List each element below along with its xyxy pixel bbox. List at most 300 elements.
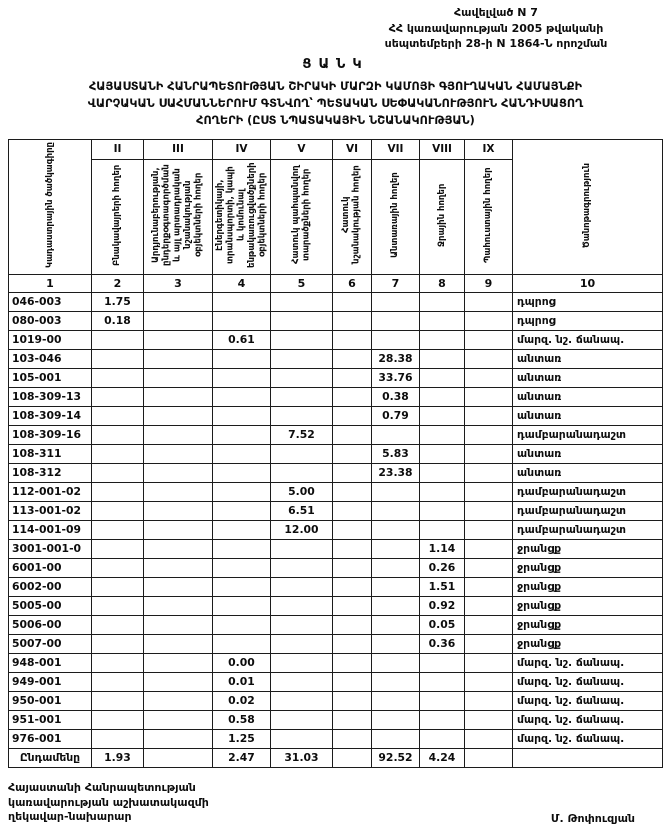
value-cell: [271, 729, 333, 748]
value-cell: [333, 292, 372, 311]
value-cell: [213, 501, 271, 520]
col-header-code-cell: [9, 139, 92, 274]
code-cell: 108-309-14: [9, 406, 92, 425]
decree-line-2: սեպտեմբերի 28-ի N 1864-Ն որոշման: [384, 36, 608, 50]
value-cell: [144, 368, 213, 387]
appendix-title: Հավելված N 7: [454, 6, 538, 19]
col-header-category-9: Պահուստային հողեր: [483, 166, 494, 263]
value-cell: [144, 615, 213, 634]
value-cell: [271, 368, 333, 387]
value-cell: [465, 653, 513, 672]
value-cell: 0.00: [213, 653, 271, 672]
value-cell: 0.18: [92, 311, 144, 330]
col-header-category-6: Հատուկ նշանակության հողեր: [341, 165, 362, 265]
value-cell: [92, 330, 144, 349]
value-cell: 0.92: [420, 596, 465, 615]
value-cell: [92, 577, 144, 596]
value-cell: [333, 615, 372, 634]
value-cell: 5.83: [372, 444, 420, 463]
value-cell: [144, 653, 213, 672]
value-cell: 0.38: [372, 387, 420, 406]
value-cell: [420, 444, 465, 463]
value-cell: [465, 691, 513, 710]
value-cell: [420, 387, 465, 406]
land-table: [8, 139, 663, 768]
signatory-line-3: ղեկավար-նախարար: [8, 810, 132, 824]
value-cell: [420, 463, 465, 482]
subtitle-line-2: ՎԱՐՉԱԿԱՆ ՍԱՀՄԱՆՆԵՐՈՒՄ ԳՏՆՎՈՂ՝ ՊԵՏԱԿԱՆ ՍԵՓԱԿԱՆՈՒԹՅՈՒՆ ՀԱՆԴԻՍԱՑՈՂ: [87, 96, 584, 110]
note-cell: դամբարանադաշտ: [513, 520, 663, 539]
value-cell: [333, 520, 372, 539]
col-header-category-cell: [465, 159, 513, 274]
column-number-cell: 10: [513, 274, 663, 292]
table-row: [9, 406, 663, 425]
header-roman-row: [9, 139, 663, 159]
value-cell: [372, 634, 420, 653]
value-cell: [144, 501, 213, 520]
value-cell: [333, 653, 372, 672]
value-cell: [92, 501, 144, 520]
code-cell: 112-001-02: [9, 482, 92, 501]
value-cell: [213, 349, 271, 368]
value-cell: 0.01: [213, 672, 271, 691]
value-cell: [213, 387, 271, 406]
col-header-category-cell: [92, 159, 144, 274]
value-cell: 0.58: [213, 710, 271, 729]
value-cell: [372, 330, 420, 349]
table-row: [9, 672, 663, 691]
value-cell: [92, 596, 144, 615]
value-cell: 92.52: [372, 748, 420, 767]
code-cell: 108-311: [9, 444, 92, 463]
note-cell: դպրոց: [513, 292, 663, 311]
value-cell: [213, 463, 271, 482]
code-cell: 108-312: [9, 463, 92, 482]
col-header-note-cell: [513, 139, 663, 274]
note-cell: ջրանցք: [513, 596, 663, 615]
table-row: [9, 520, 663, 539]
code-cell: 1019-00: [9, 330, 92, 349]
value-cell: [333, 349, 372, 368]
value-cell: [372, 292, 420, 311]
value-cell: 1.75: [92, 292, 144, 311]
code-cell: 948-001: [9, 653, 92, 672]
table-row: [9, 596, 663, 615]
value-cell: [465, 349, 513, 368]
value-cell: [372, 710, 420, 729]
value-cell: [213, 596, 271, 615]
value-cell: [372, 311, 420, 330]
value-cell: [213, 482, 271, 501]
table-row: [9, 729, 663, 748]
value-cell: [144, 406, 213, 425]
value-cell: [333, 634, 372, 653]
roman-numeral-vi: VI: [333, 139, 372, 159]
value-cell: 1.93: [92, 748, 144, 767]
value-cell: [92, 615, 144, 634]
note-cell: անտառ: [513, 444, 663, 463]
appendix-block: [351, 6, 641, 51]
value-cell: [144, 330, 213, 349]
value-cell: [465, 444, 513, 463]
value-cell: [92, 425, 144, 444]
value-cell: [420, 501, 465, 520]
column-number-cell: 2: [92, 274, 144, 292]
col-header-category-cell: [144, 159, 213, 274]
value-cell: 5.00: [271, 482, 333, 501]
value-cell: [372, 672, 420, 691]
table-row: [9, 292, 663, 311]
value-cell: 0.36: [420, 634, 465, 653]
value-cell: [92, 539, 144, 558]
value-cell: 1.51: [420, 577, 465, 596]
value-cell: [144, 482, 213, 501]
table-row: [9, 311, 663, 330]
value-cell: [420, 520, 465, 539]
value-cell: 0.02: [213, 691, 271, 710]
roman-numeral-vii: VII: [372, 139, 420, 159]
value-cell: [465, 482, 513, 501]
total-label: Ընդամենը: [9, 748, 92, 767]
note-cell: ջրանցք: [513, 558, 663, 577]
code-cell: 103-046: [9, 349, 92, 368]
value-cell: [271, 311, 333, 330]
value-cell: [372, 653, 420, 672]
value-cell: [213, 539, 271, 558]
value-cell: [465, 330, 513, 349]
value-cell: [92, 349, 144, 368]
value-cell: 4.24: [420, 748, 465, 767]
code-cell: 951-001: [9, 710, 92, 729]
value-cell: [420, 292, 465, 311]
value-cell: [271, 710, 333, 729]
value-cell: [372, 596, 420, 615]
note-cell: մարզ. նշ. ճանապ.: [513, 653, 663, 672]
code-cell: 114-001-09: [9, 520, 92, 539]
value-cell: [213, 520, 271, 539]
code-cell: 3001-001-0: [9, 539, 92, 558]
table-row: [9, 425, 663, 444]
value-cell: [213, 577, 271, 596]
code-cell: 080-003: [9, 311, 92, 330]
value-cell: [333, 729, 372, 748]
value-cell: [465, 672, 513, 691]
roman-numeral-ii: II: [92, 139, 144, 159]
roman-numeral-viii: VIII: [420, 139, 465, 159]
value-cell: [144, 539, 213, 558]
value-cell: [213, 311, 271, 330]
value-cell: [333, 311, 372, 330]
column-number-cell: 9: [465, 274, 513, 292]
value-cell: 0.61: [213, 330, 271, 349]
value-cell: [213, 368, 271, 387]
value-cell: 2.47: [213, 748, 271, 767]
value-cell: [465, 710, 513, 729]
value-cell: [213, 425, 271, 444]
value-cell: [92, 558, 144, 577]
value-cell: 0.79: [372, 406, 420, 425]
col-header-category-4: Էներգետիկայի, տրանսպորտի, կապի և կոմունալ ենթակառուցվածքների օբյեկտների հողեր: [214, 161, 268, 268]
value-cell: [465, 577, 513, 596]
value-cell: [144, 729, 213, 748]
value-cell: [333, 710, 372, 729]
total-row: [9, 748, 663, 767]
note-cell: մարզ. նշ. ճանապ.: [513, 729, 663, 748]
table-row: [9, 691, 663, 710]
value-cell: [420, 349, 465, 368]
value-cell: [271, 672, 333, 691]
note-cell: դպրոց: [513, 311, 663, 330]
col-header-code: Կադաստրային ծածկագիրը: [44, 141, 55, 268]
note-cell: անտառ: [513, 349, 663, 368]
table-row: [9, 444, 663, 463]
value-cell: [144, 349, 213, 368]
value-cell: [420, 311, 465, 330]
value-cell: [465, 292, 513, 311]
value-cell: [144, 634, 213, 653]
signatory-line-1: Հայաստանի Հանրապետության: [8, 780, 196, 794]
value-cell: [420, 406, 465, 425]
value-cell: [92, 653, 144, 672]
value-cell: [333, 748, 372, 767]
value-cell: 6.51: [271, 501, 333, 520]
value-cell: [420, 368, 465, 387]
col-header-category-cell: [213, 159, 271, 274]
value-cell: [213, 634, 271, 653]
value-cell: [333, 539, 372, 558]
value-cell: [372, 615, 420, 634]
note-cell: ջրանցք: [513, 634, 663, 653]
value-cell: [372, 729, 420, 748]
roman-numeral-ix: IX: [465, 139, 513, 159]
value-cell: 0.05: [420, 615, 465, 634]
value-cell: [372, 520, 420, 539]
roman-numeral-iii: III: [144, 139, 213, 159]
col-header-category-cell: [420, 159, 465, 274]
value-cell: [333, 577, 372, 596]
value-cell: [372, 539, 420, 558]
note-cell: մարզ. նշ. ճանապ.: [513, 710, 663, 729]
value-cell: [333, 482, 372, 501]
value-cell: [333, 368, 372, 387]
value-cell: [92, 406, 144, 425]
value-cell: [144, 425, 213, 444]
note-cell: անտառ: [513, 406, 663, 425]
value-cell: [333, 406, 372, 425]
code-cell: 5005-00: [9, 596, 92, 615]
value-cell: [333, 425, 372, 444]
value-cell: [333, 463, 372, 482]
value-cell: [333, 501, 372, 520]
signatory-block: [8, 781, 209, 826]
value-cell: [420, 653, 465, 672]
value-cell: [271, 653, 333, 672]
code-cell: 5007-00: [9, 634, 92, 653]
value-cell: [420, 710, 465, 729]
note-cell: դամբարանադաշտ: [513, 425, 663, 444]
value-cell: [271, 406, 333, 425]
table-row: [9, 539, 663, 558]
col-header-category-cell: [333, 159, 372, 274]
value-cell: [213, 444, 271, 463]
note-cell: մարզ. նշ. ճանապ.: [513, 672, 663, 691]
subtitle-line-3: ՀՈՂԵՐԻ (ԸՍՏ ՆՊԱՏԱԿԱՅԻՆ ՆՇԱՆԱԿՈՒԹՅԱՆ): [196, 113, 475, 127]
signatory-line-2: կառավարության աշխատակազմի: [8, 795, 209, 809]
table-row: [9, 368, 663, 387]
column-number-cell: 4: [213, 274, 271, 292]
table-row: [9, 501, 663, 520]
note-cell: անտառ: [513, 387, 663, 406]
value-cell: [420, 330, 465, 349]
doc-title: ՑԱՆԿ: [302, 56, 369, 72]
col-header-note: Ծանոթագրություն: [582, 162, 593, 248]
value-cell: [420, 729, 465, 748]
value-cell: [144, 691, 213, 710]
value-cell: [420, 672, 465, 691]
value-cell: [465, 425, 513, 444]
value-cell: [271, 539, 333, 558]
code-cell: 5006-00: [9, 615, 92, 634]
code-cell: 950-001: [9, 691, 92, 710]
value-cell: [333, 596, 372, 615]
value-cell: 12.00: [271, 520, 333, 539]
column-number-cell: 3: [144, 274, 213, 292]
code-cell: 105-001: [9, 368, 92, 387]
value-cell: [465, 634, 513, 653]
value-cell: [144, 577, 213, 596]
value-cell: [465, 387, 513, 406]
column-number-cell: 6: [333, 274, 372, 292]
value-cell: [465, 368, 513, 387]
column-number-row: [9, 274, 663, 292]
value-cell: 0.26: [420, 558, 465, 577]
value-cell: [271, 444, 333, 463]
code-cell: 949-001: [9, 672, 92, 691]
table-body: [9, 292, 663, 767]
value-cell: 23.38: [372, 463, 420, 482]
value-cell: [144, 311, 213, 330]
value-cell: [92, 729, 144, 748]
code-cell: 6002-00: [9, 577, 92, 596]
code-cell: 976-001: [9, 729, 92, 748]
value-cell: [92, 444, 144, 463]
value-cell: [465, 463, 513, 482]
value-cell: [333, 387, 372, 406]
value-cell: [333, 330, 372, 349]
value-cell: 31.03: [271, 748, 333, 767]
col-header-category-cell: [271, 159, 333, 274]
value-cell: [92, 387, 144, 406]
value-cell: [92, 520, 144, 539]
value-cell: [372, 558, 420, 577]
value-cell: [144, 463, 213, 482]
table-row: [9, 482, 663, 501]
table-head: [9, 139, 663, 292]
value-cell: [92, 463, 144, 482]
col-header-category-5: Հատուկ պահպանվող տարածքների հողեր: [290, 165, 312, 265]
note-cell: [513, 748, 663, 767]
value-cell: [213, 558, 271, 577]
value-cell: [271, 349, 333, 368]
value-cell: [333, 691, 372, 710]
value-cell: [271, 596, 333, 615]
value-cell: [271, 558, 333, 577]
subtitle-line-1: ՀԱՅԱՍՏԱՆԻ ՀԱՆՐԱՊԵՏՈՒԹՅԱՆ ՇԻՐԱԿԻ ՄԱՐԶԻ ԿԱՄՈՅԻ ԳՅՈՒՂԱԿԱՆ ՀԱՄԱՅՆՔԻ: [88, 79, 583, 93]
value-cell: [144, 292, 213, 311]
column-number-cell: 7: [372, 274, 420, 292]
value-cell: [465, 558, 513, 577]
value-cell: [465, 539, 513, 558]
value-cell: [92, 691, 144, 710]
value-cell: [144, 710, 213, 729]
value-cell: [465, 596, 513, 615]
value-cell: 28.38: [372, 349, 420, 368]
column-number-cell: 1: [9, 274, 92, 292]
table-row: [9, 634, 663, 653]
table-row: [9, 710, 663, 729]
table-row: [9, 577, 663, 596]
value-cell: [372, 482, 420, 501]
value-cell: [372, 577, 420, 596]
value-cell: [213, 615, 271, 634]
value-cell: [465, 729, 513, 748]
note-cell: դամբարանադաշտ: [513, 501, 663, 520]
table-row: [9, 653, 663, 672]
value-cell: 7.52: [271, 425, 333, 444]
value-cell: [92, 368, 144, 387]
signature-name: Մ. Թոփուզյան: [550, 812, 635, 826]
value-cell: [465, 501, 513, 520]
note-cell: ջրանցք: [513, 577, 663, 596]
value-cell: [92, 672, 144, 691]
value-cell: [333, 558, 372, 577]
column-number-cell: 8: [420, 274, 465, 292]
value-cell: 1.25: [213, 729, 271, 748]
value-cell: [372, 501, 420, 520]
roman-numeral-v: V: [271, 139, 333, 159]
value-cell: [271, 615, 333, 634]
col-header-category-8: Ջրային հողեր: [436, 183, 447, 247]
value-cell: [465, 520, 513, 539]
value-cell: [144, 444, 213, 463]
table-row: [9, 558, 663, 577]
code-cell: 046-003: [9, 292, 92, 311]
code-cell: 108-309-13: [9, 387, 92, 406]
value-cell: [271, 634, 333, 653]
value-cell: [333, 672, 372, 691]
value-cell: [144, 672, 213, 691]
value-cell: [144, 596, 213, 615]
decree-line-1: ՀՀ կառավարության 2005 թվականի: [388, 22, 604, 36]
roman-numeral-iv: IV: [213, 139, 271, 159]
col-header-category-2: Բնակավայրերի հողեր: [112, 164, 123, 266]
value-cell: [271, 387, 333, 406]
value-cell: [144, 748, 213, 767]
note-cell: անտառ: [513, 463, 663, 482]
value-cell: [465, 748, 513, 767]
code-cell: 108-309-16: [9, 425, 92, 444]
col-header-category-3: Արդյունաբերության, ընդերքօգտագործման և այլ արտադրական նշանակության օբյեկտների հողեր: [151, 163, 204, 266]
footer: [8, 781, 663, 826]
table-row: [9, 615, 663, 634]
code-cell: 6001-00: [9, 558, 92, 577]
table-row: [9, 463, 663, 482]
note-cell: ջրանցք: [513, 615, 663, 634]
value-cell: 1.14: [420, 539, 465, 558]
value-cell: [144, 558, 213, 577]
value-cell: [213, 292, 271, 311]
value-cell: [271, 292, 333, 311]
